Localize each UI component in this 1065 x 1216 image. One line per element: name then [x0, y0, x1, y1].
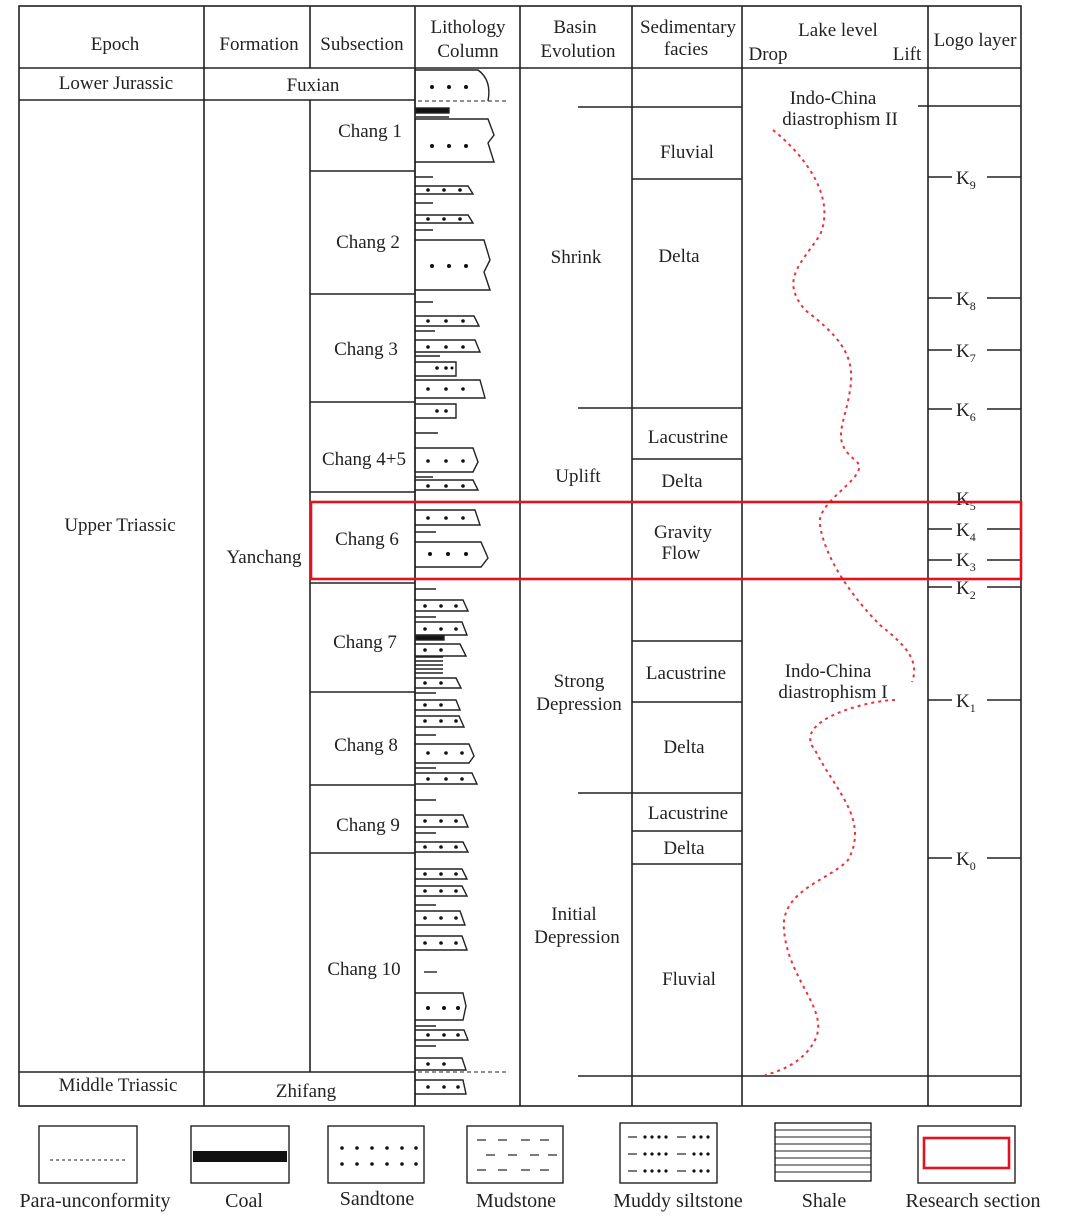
logo-layer-k9: $K_9$	[956, 168, 976, 192]
logo-layer-k4: $K_4$	[956, 520, 976, 544]
lithology-column	[415, 68, 508, 1106]
facies-fluvial-top: Fluvial	[660, 142, 714, 163]
header-epoch: Epoch	[90, 34, 140, 55]
facies-gravity-1: Gravity	[653, 522, 713, 543]
lake-level-curve	[765, 130, 914, 1075]
sedimentary-facies	[646, 142, 728, 990]
formation-yanchang: Yanchang	[226, 547, 302, 568]
event-2-line-1: Indo-China	[789, 88, 877, 109]
legend-item-coal	[191, 1126, 289, 1212]
facies-fluvial-bottom: Fluvial	[662, 969, 716, 990]
legend-label-coal: Coal	[225, 1190, 263, 1212]
header-basin-1: Basin	[553, 17, 597, 38]
facies-gravity-2: Flow	[661, 543, 701, 564]
stratigraphy-labels	[59, 73, 406, 1102]
logo-layer-k0: $K_0$	[956, 849, 976, 873]
logo-layer-k5: $K_5$	[956, 489, 976, 513]
legend-item-sandstone	[328, 1126, 424, 1210]
formation-zhifang: Zhifang	[275, 1081, 337, 1102]
facies-delta-top: Delta	[658, 246, 700, 267]
logo-layers	[928, 168, 1021, 873]
subsection-chang-1: Chang 1	[338, 121, 402, 142]
header-lithology-1: Lithology	[430, 17, 506, 38]
header-facies-1: Sedimentary	[639, 17, 737, 38]
legend	[19, 1123, 1040, 1212]
subsection-chang-4-5: Chang 4+5	[321, 449, 407, 470]
event-1-line-1: Indo-China	[784, 661, 872, 682]
basin-uplift: Uplift	[555, 466, 601, 487]
header-basin-2: Evolution	[540, 41, 616, 62]
subsection-chang-9: Chang 9	[336, 815, 400, 836]
basin-evolution	[534, 247, 622, 948]
logo-layer-k8: $K_8$	[956, 289, 976, 313]
epoch-upper-triassic: Upper Triassic	[64, 515, 176, 536]
legend-item-para-unconformity	[19, 1126, 170, 1212]
epoch-lower-jurassic: Lower Jurassic	[58, 73, 174, 94]
legend-item-shale	[775, 1123, 871, 1212]
logo-layer-k3: $K_3$	[956, 550, 976, 574]
table-grid	[19, 6, 1021, 1106]
header-lake-level: Lake level	[798, 20, 878, 41]
logo-layer-k1: $K_1$	[956, 691, 976, 715]
facies-lacustrine-2: Lacustrine	[645, 663, 727, 684]
header-lithology-2: Column	[437, 41, 499, 62]
logo-layer-k2: $K_2$	[956, 578, 976, 602]
logo-layer-k6: $K_6$	[956, 400, 976, 424]
legend-label-sandstone: Sandtone	[339, 1188, 415, 1210]
formation-fuxian: Fuxian	[286, 75, 340, 96]
header-lake-lift: Lift	[892, 44, 922, 65]
subsection-chang-10: Chang 10	[327, 959, 401, 980]
header-facies-2: facies	[663, 39, 709, 60]
subsection-chang-8: Chang 8	[334, 735, 398, 756]
event-1-line-2: diastrophism I	[778, 682, 888, 703]
basin-initial-2: Depression	[534, 927, 620, 948]
facies-delta-4: Delta	[663, 838, 705, 859]
event-2-line-2: diastrophism II	[782, 109, 898, 130]
basin-shrink: Shrink	[550, 247, 602, 268]
facies-lacustrine-3: Lacustrine	[647, 803, 729, 824]
header-logo-layer: Logo layer	[933, 30, 1017, 51]
subsection-chang-2: Chang 2	[336, 232, 400, 253]
legend-item-research-section	[906, 1126, 1041, 1212]
logo-layer-k7: $K_7$	[956, 341, 976, 365]
header-formation: Formation	[219, 34, 299, 55]
legend-label-para-unconformity: Para-unconformity	[19, 1190, 171, 1212]
legend-label-shale: Shale	[801, 1190, 847, 1212]
basin-strong-2: Depression	[536, 694, 622, 715]
facies-lacustrine-1: Lacustrine	[647, 427, 729, 448]
header-lake-drop: Drop	[748, 44, 788, 65]
basin-initial-1: Initial	[551, 904, 597, 925]
facies-delta-2: Delta	[661, 471, 703, 492]
subsection-chang-3: Chang 3	[334, 339, 398, 360]
lake-level	[765, 88, 914, 1075]
facies-delta-3: Delta	[663, 737, 705, 758]
subsection-chang-7: Chang 7	[333, 632, 397, 653]
epoch-middle-triassic: Middle Triassic	[58, 1075, 178, 1096]
basin-strong-1: Strong	[553, 671, 605, 692]
legend-item-muddy-siltstone	[613, 1123, 743, 1212]
header-subsection: Subsection	[320, 34, 404, 55]
legend-label-muddy-siltstone: Muddy siltstone	[613, 1190, 743, 1212]
legend-label-research-section: Research section	[905, 1190, 1041, 1212]
table-header	[91, 17, 1017, 65]
subsection-chang-6: Chang 6	[335, 529, 399, 550]
legend-label-mudstone: Mudstone	[476, 1190, 556, 1212]
legend-item-mudstone	[467, 1126, 563, 1212]
